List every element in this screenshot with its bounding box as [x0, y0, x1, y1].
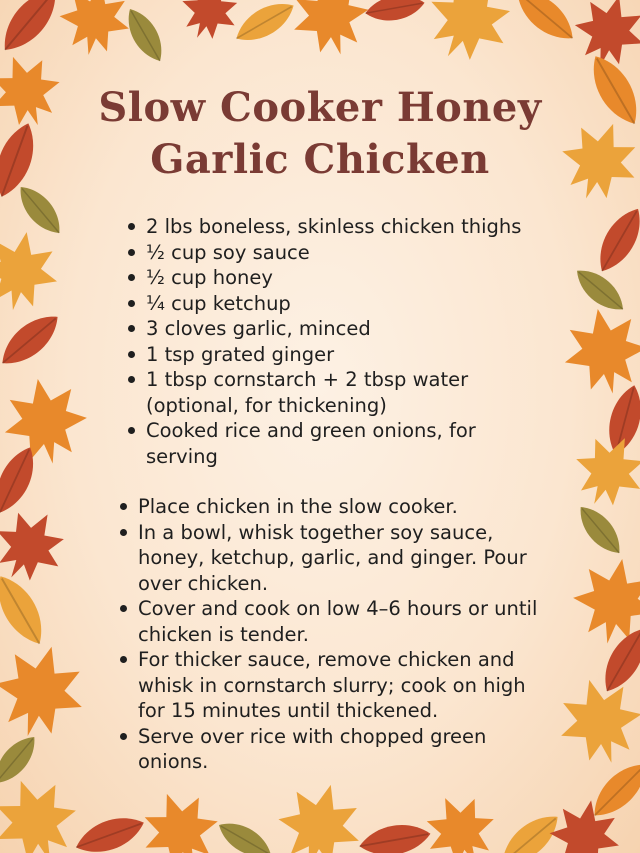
instruction-item: In a bowl, whisk together soy sauce, honey, ketchup, garlic, and ginger. Pour over chicken.	[118, 520, 558, 597]
ingredients-list	[126, 214, 546, 469]
recipe-title-line-2: Garlic Chicken	[150, 136, 490, 183]
ingredient-item: ½ cup honey	[126, 265, 546, 291]
instruction-item: Serve over rice with chopped green onions.	[118, 724, 558, 775]
ingredient-item: 2 lbs boneless, skinless chicken thighs	[126, 214, 546, 240]
instruction-item: For thicker sauce, remove chicken and whisk in cornstarch slurry; cook on high for 15 minutes until thickened.	[118, 647, 558, 724]
ingredient-item: ¼ cup ketchup	[126, 291, 546, 317]
ingredient-item: 1 tbsp cornstarch + 2 tbsp water (optional, for thickening)	[126, 367, 546, 418]
ingredient-item: 3 cloves garlic, minced	[126, 316, 546, 342]
instruction-item: Place chicken in the slow cooker.	[118, 494, 558, 520]
ingredient-item: ½ cup soy sauce	[126, 240, 546, 266]
ingredient-item: Cooked rice and green onions, for serving	[126, 418, 546, 469]
instruction-item: Cover and cook on low 4–6 hours or until chicken is tender.	[118, 596, 558, 647]
instructions-list	[118, 494, 558, 775]
recipe-title	[0, 82, 640, 186]
ingredient-item: 1 tsp grated ginger	[126, 342, 546, 368]
recipe-title-line-1: Slow Cooker Honey	[98, 84, 542, 131]
